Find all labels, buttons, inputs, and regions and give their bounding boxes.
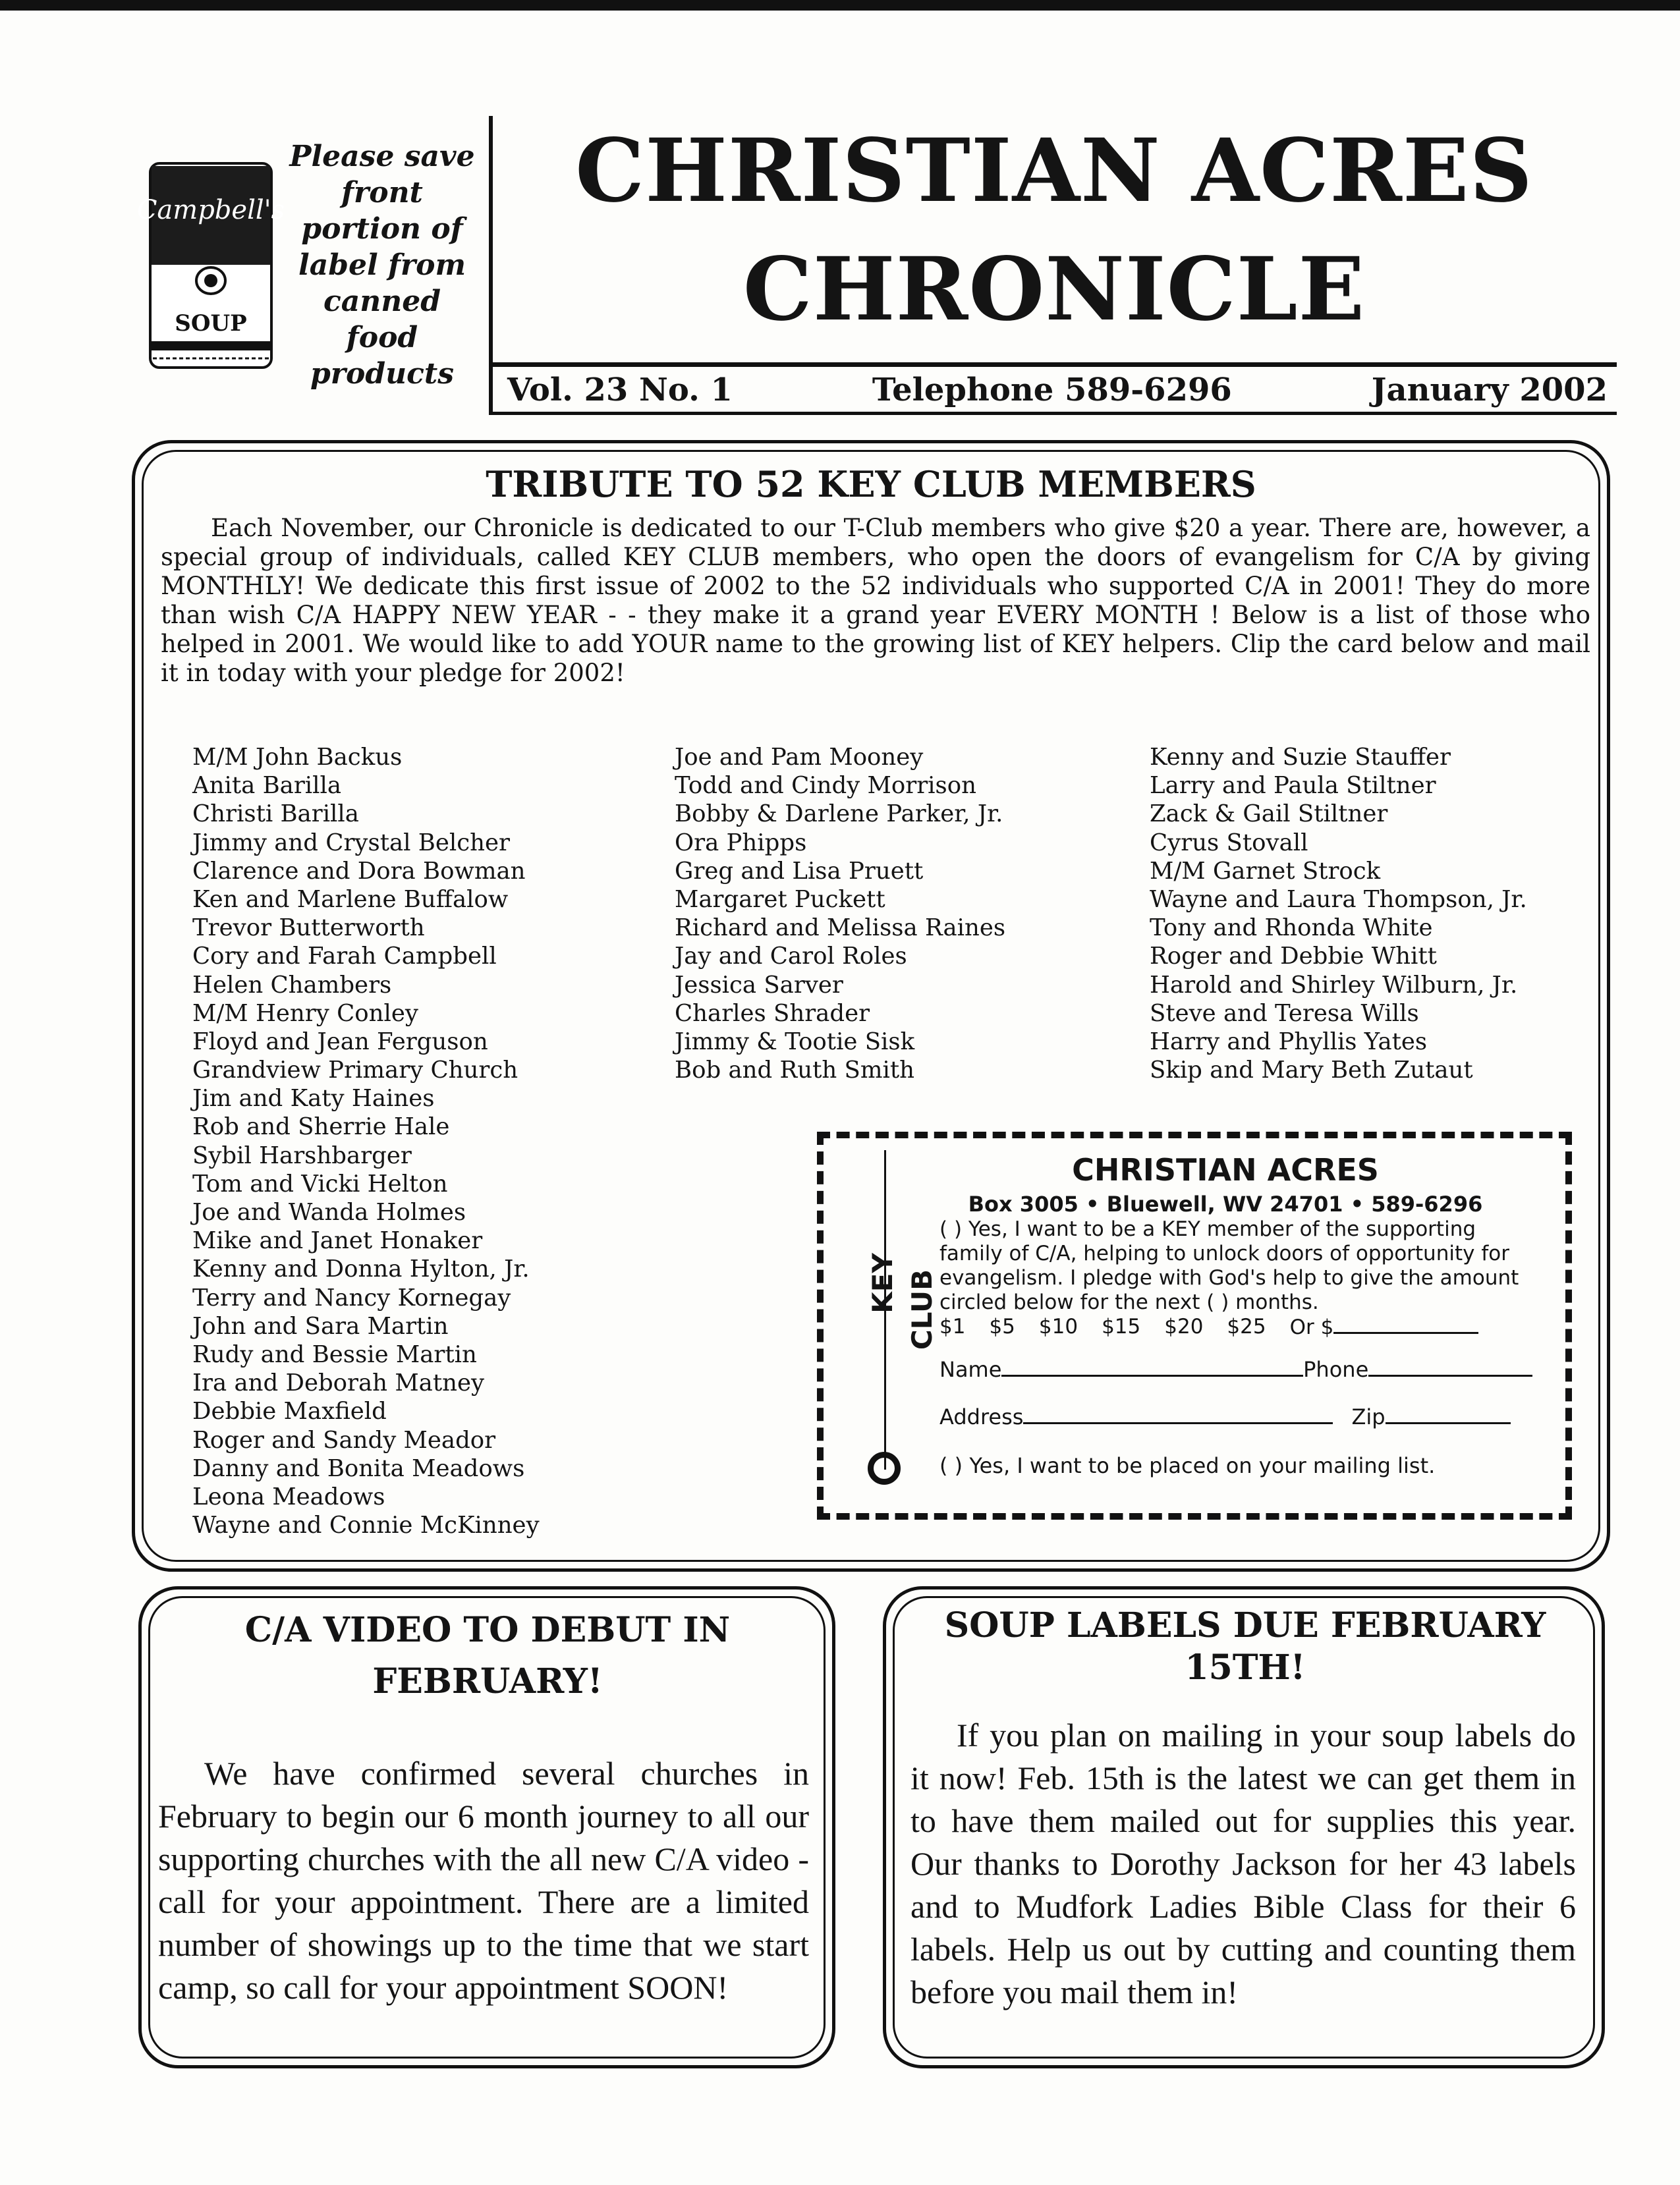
member-name: Richard and Melissa Raines <box>675 914 1006 942</box>
member-name: Joe and Pam Mooney <box>675 744 924 771</box>
member-name: Ira and Deborah Matney <box>192 1369 485 1397</box>
key-ring-icon <box>868 1452 901 1485</box>
amount-option[interactable]: $20 <box>1164 1315 1204 1339</box>
member-name: Bob and Ruth Smith <box>675 1057 914 1084</box>
names-column-1 <box>192 743 540 1539</box>
names-column-3 <box>1150 743 1527 1084</box>
volume-number: Vol. 23 No. 1 <box>507 372 733 408</box>
member-name: Harold and Shirley Wilburn, Jr. <box>1150 971 1518 999</box>
member-name: Jimmy and Crystal Belcher <box>192 829 510 856</box>
member-name: Trevor Butterworth <box>192 914 425 942</box>
masthead-rule-bottom <box>489 412 1617 415</box>
member-name: Rudy and Bessie Martin <box>192 1341 477 1368</box>
member-name: Rob and Sherrie Hale <box>192 1113 450 1141</box>
video-body: We have confirmed several churches in February to begin our 6 month journey to all our supporting churches with the all new C/A video - call for your appointment. There are a limited number of showings up to the time that we start camp, so call for your appointment SOON! <box>158 1755 809 2006</box>
names-column-2 <box>675 743 1005 1084</box>
member-name: Joe and Wanda Holmes <box>192 1199 466 1226</box>
mailing-list-row[interactable]: ( ) Yes, I want to be placed on your mailing list. <box>939 1453 1436 1478</box>
member-name: Jay and Carol Roles <box>675 943 907 970</box>
member-name: Charles Shrader <box>675 999 870 1027</box>
can-label-text: SOUP <box>175 310 247 337</box>
amount-option[interactable]: $10 <box>1038 1315 1078 1339</box>
member-name: Grandview Primary Church <box>192 1057 518 1084</box>
video-title: C/A VIDEO TO DEBUT IN FEBRUARY! <box>244 1610 731 1701</box>
member-name: M/M John Backus <box>192 744 403 771</box>
amount-option[interactable]: $5 <box>989 1315 1015 1339</box>
address-zip-row: Address Zip <box>939 1404 1532 1429</box>
member-name: Kenny and Suzie Stauffer <box>1150 744 1451 771</box>
masthead-title: CHRISTIAN ACRES CHRONICLE <box>575 120 1533 341</box>
member-name: Ora Phipps <box>675 829 807 856</box>
masthead-info-bar <box>507 370 1608 410</box>
address-field[interactable] <box>1023 1405 1333 1424</box>
member-name: Mike and Janet Honaker <box>192 1227 483 1255</box>
top-border-rule <box>0 0 1680 11</box>
member-name: Cyrus Stovall <box>1150 829 1308 856</box>
phone-field[interactable] <box>1368 1358 1532 1377</box>
member-name: Anita Barilla <box>192 772 342 800</box>
tribute-title: TRIBUTE TO 52 KEY CLUB MEMBERS <box>486 463 1256 505</box>
member-name: Steve and Teresa Wills <box>1150 999 1419 1027</box>
member-name: Wayne and Connie McKinney <box>192 1512 540 1539</box>
member-name: Zack & Gail Stiltner <box>1150 800 1388 828</box>
zip-field[interactable] <box>1386 1405 1511 1424</box>
member-name: Jessica Sarver <box>675 971 843 999</box>
soup-title: SOUP LABELS DUE FEBRUARY 15TH! <box>944 1605 1546 1688</box>
card-pledge-text: ( ) Yes, I want to be a KEY member of the supporting family of C/A, helping to unlock doors of opportunity for evangelism. I pledge with God's help to give the amount circled below for the next ( ) months. $1 $5 $10 $15 $20 $25 Or $ <box>939 1217 1546 1340</box>
member-name: Roger and Debbie Whitt <box>1150 943 1437 970</box>
masthead-divider <box>489 116 493 415</box>
pledge-amounts <box>939 1315 1546 1340</box>
member-name: Clarence and Dora Bowman <box>192 857 526 885</box>
card-side-club: CLUB <box>906 1269 938 1350</box>
member-name: Kenny and Donna Hylton, Jr. <box>192 1256 530 1283</box>
can-brand-text: Campbell's <box>136 195 285 225</box>
member-name: Roger and Sandy Meador <box>192 1426 496 1454</box>
member-name: Terry and Nancy Kornegay <box>192 1284 511 1312</box>
member-name: Leona Meadows <box>192 1483 385 1510</box>
pledge-checkbox-line[interactable]: ( ) Yes, I want to be a KEY member of the supporting <box>939 1217 1476 1241</box>
name-phone-row: Name Phone <box>939 1357 1532 1382</box>
member-name: Jim and Katy Haines <box>192 1085 435 1113</box>
amount-option[interactable]: $15 <box>1102 1315 1141 1339</box>
member-name: M/M Henry Conley <box>192 999 418 1027</box>
telephone: Telephone 589-6296 <box>872 372 1232 408</box>
member-name: Sybil Harshbarger <box>192 1142 412 1169</box>
member-name: Ken and Marlene Buffalow <box>192 885 509 913</box>
member-name: M/M Garnet Strock <box>1150 857 1381 885</box>
member-name: Jimmy & Tootie Sisk <box>675 1028 915 1055</box>
member-name: Skip and Mary Beth Zutaut <box>1150 1057 1473 1084</box>
soup-body: If you plan on mailing in your soup labels do it now! Feb. 15th is the latest we can get them in to have them mailed out for supplies this year. Our thanks to Dorothy Jackson for her 43 labels and to Mudfork Ladies Bible Class for their 6 labels. Help us out by cutting and counting them before you mail them in! <box>910 1717 1576 2010</box>
soup-label-caption: Please save front portion of label from canned food products <box>289 140 475 391</box>
member-name: Helen Chambers <box>192 971 392 999</box>
member-name: Danny and Bonita Meadows <box>192 1454 525 1482</box>
member-name: Christi Barilla <box>192 800 359 828</box>
amount-other[interactable]: Or $ <box>1290 1315 1479 1340</box>
member-name: Wayne and Laura Thompson, Jr. <box>1150 885 1527 913</box>
soup-can-icon <box>136 161 285 370</box>
member-name: Todd and Cindy Morrison <box>675 772 976 800</box>
member-name: Floyd and Jean Ferguson <box>192 1028 488 1055</box>
member-name: John and Sara Martin <box>192 1312 449 1340</box>
member-name: Tom and Vicki Helton <box>192 1170 448 1198</box>
member-name: Tony and Rhonda White <box>1150 914 1433 942</box>
name-field[interactable] <box>1001 1358 1303 1377</box>
member-name: Debbie Maxfield <box>192 1398 387 1425</box>
card-address: Box 3005 • Bluewell, WV 24701 • 589-6296 <box>968 1192 1483 1217</box>
card-side-key: KEY <box>866 1253 899 1314</box>
member-name: Margaret Puckett <box>675 885 885 913</box>
card-title: CHRISTIAN ACRES <box>1072 1152 1379 1188</box>
member-name: Harry and Phyllis Yates <box>1150 1028 1428 1055</box>
amount-option[interactable]: $1 <box>939 1315 966 1339</box>
member-name: Cory and Farah Campbell <box>192 943 497 970</box>
amount-other-field[interactable] <box>1333 1315 1478 1334</box>
tribute-body: Each November, our Chronicle is dedicated to our T-Club members who give $20 a year. There are, however, a special group of individuals, called KEY CLUB members, who open the doors of evangelism for C/A by giving MONTHLY! We dedicate this first issue of 2002 to the 52 individuals who supported C/A in 2001! They do more than wish C/A HAPPY NEW YEAR - - they make it a grand year EVERY MONTH ! Below is a list of those who helped in 2001. We would like to add YOUR name to the growing list of KEY helpers. Clip the card below and mail it in today with your pledge for 2002! <box>161 514 1590 687</box>
amount-option[interactable]: $25 <box>1227 1315 1266 1339</box>
issue-date: January 2002 <box>1371 372 1608 408</box>
member-name: Bobby & Darlene Parker, Jr. <box>675 800 1003 828</box>
member-name: Greg and Lisa Pruett <box>675 857 924 885</box>
masthead-rule-top <box>489 362 1617 367</box>
member-name: Larry and Paula Stiltner <box>1150 772 1436 800</box>
